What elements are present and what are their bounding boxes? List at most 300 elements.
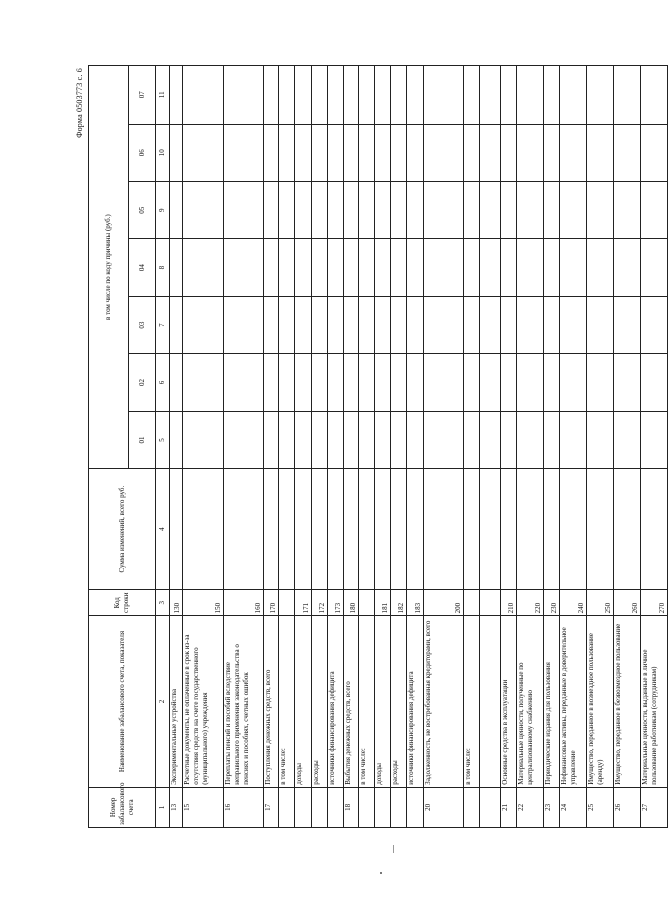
cause-amount-cell[interactable]	[613, 124, 640, 181]
cause-amount-cell[interactable]	[358, 66, 374, 125]
cause-amount-cell[interactable]	[169, 182, 182, 239]
table-row	[264, 66, 279, 828]
indicator-name-cell: расходы	[311, 616, 327, 787]
cause-amount-cell[interactable]	[480, 354, 500, 411]
cause-amount-cell[interactable]	[464, 182, 480, 239]
cause-amount-cell[interactable]	[391, 239, 407, 296]
cause-amount-cell[interactable]	[407, 124, 423, 181]
cause-amount-cell[interactable]	[327, 296, 343, 353]
table-row	[358, 66, 374, 828]
cause-amount-cell[interactable]	[480, 239, 500, 296]
cause-amount-cell[interactable]	[500, 411, 516, 468]
cause-amount-cell[interactable]	[327, 354, 343, 411]
cause-amount-cell[interactable]	[344, 66, 359, 125]
row-code-cell: 150	[183, 590, 223, 616]
cause-amount-cell[interactable]	[375, 411, 391, 468]
total-amount-cell[interactable]	[407, 469, 423, 590]
cause-amount-cell[interactable]	[559, 239, 586, 296]
total-amount-cell[interactable]	[295, 469, 311, 590]
cause-amount-cell[interactable]	[464, 296, 480, 353]
cause-amount-cell[interactable]	[169, 296, 182, 353]
table-row	[279, 66, 295, 828]
header-name: Наименование забалансового счета, показателя	[89, 616, 156, 787]
table-row	[344, 66, 359, 828]
indicator-name-cell: Материальные ценности, полученные по централизованному снабжению	[516, 616, 543, 787]
cause-amount-cell[interactable]	[375, 182, 391, 239]
indicator-name-cell: Имущество, переданное в безвозмездное пользование	[613, 616, 640, 787]
column-number: 10	[156, 124, 169, 181]
cause-amount-cell[interactable]	[169, 411, 182, 468]
cause-amount-cell[interactable]	[464, 354, 480, 411]
table-row	[169, 66, 182, 828]
row-code-cell	[480, 590, 500, 616]
cause-amount-cell[interactable]	[407, 296, 423, 353]
row-code-cell: 170	[264, 590, 279, 616]
row-code-cell: 130	[169, 590, 182, 616]
cause-amount-cell[interactable]	[344, 124, 359, 181]
cause-amount-cell[interactable]	[423, 124, 463, 181]
cause-amount-cell[interactable]	[344, 182, 359, 239]
total-amount-cell[interactable]	[391, 469, 407, 590]
cause-amount-cell[interactable]	[327, 124, 343, 181]
cause-amount-cell[interactable]	[344, 239, 359, 296]
table-row	[311, 66, 327, 828]
total-amount-cell[interactable]	[169, 469, 182, 590]
cause-amount-cell[interactable]	[407, 411, 423, 468]
indicator-name-cell: доходы	[295, 616, 311, 787]
header-row-1	[89, 66, 129, 828]
cause-amount-cell[interactable]	[344, 296, 359, 353]
header-cause: 03	[129, 296, 156, 353]
table-row	[559, 66, 586, 828]
cause-amount-cell[interactable]	[375, 354, 391, 411]
cause-amount-cell[interactable]	[183, 296, 223, 353]
row-code-cell: 200	[423, 590, 463, 616]
cause-amount-cell[interactable]	[279, 124, 295, 181]
indicator-name-cell: Выбытия денежных средств, всего	[344, 616, 359, 787]
account-number-cell	[358, 787, 374, 827]
cause-amount-cell[interactable]	[480, 124, 500, 181]
row-code-cell	[358, 590, 374, 616]
cause-amount-cell[interactable]	[264, 239, 279, 296]
cause-amount-cell[interactable]	[223, 296, 263, 353]
cause-amount-cell[interactable]	[169, 239, 182, 296]
indicator-name-cell: Периодические издания для пользования	[543, 616, 559, 787]
total-amount-cell[interactable]	[640, 469, 667, 590]
cause-amount-cell[interactable]	[311, 354, 327, 411]
account-number-cell: 22	[516, 787, 543, 827]
column-number: 2	[156, 616, 169, 787]
column-number: 1	[156, 787, 169, 827]
cause-amount-cell[interactable]	[559, 411, 586, 468]
indicator-name-cell: доходы	[375, 616, 391, 787]
cause-amount-cell[interactable]	[640, 296, 667, 353]
cause-amount-cell[interactable]	[500, 354, 516, 411]
cause-amount-cell[interactable]	[279, 239, 295, 296]
cause-amount-cell[interactable]	[464, 124, 480, 181]
column-number: 4	[156, 469, 169, 590]
cause-amount-cell[interactable]	[423, 182, 463, 239]
cause-amount-cell[interactable]	[613, 182, 640, 239]
cause-amount-cell[interactable]	[279, 354, 295, 411]
cause-amount-cell[interactable]	[358, 411, 374, 468]
table-row	[613, 66, 640, 828]
total-amount-cell[interactable]	[183, 469, 223, 590]
account-number-cell	[295, 787, 311, 827]
account-number-cell: 24	[559, 787, 586, 827]
cause-amount-cell[interactable]	[311, 124, 327, 181]
total-amount-cell[interactable]	[327, 469, 343, 590]
column-number: 5	[156, 411, 169, 468]
total-amount-cell[interactable]	[279, 469, 295, 590]
cause-amount-cell[interactable]	[423, 354, 463, 411]
cause-amount-cell[interactable]	[311, 411, 327, 468]
cause-amount-cell[interactable]	[516, 354, 543, 411]
cause-amount-cell[interactable]	[391, 354, 407, 411]
account-number-cell	[391, 787, 407, 827]
cause-amount-cell[interactable]	[223, 124, 263, 181]
header-cause: 02	[129, 354, 156, 411]
cause-amount-cell[interactable]	[183, 354, 223, 411]
table-row	[223, 66, 263, 828]
indicator-name-cell	[480, 616, 500, 787]
cause-amount-cell[interactable]	[543, 66, 559, 125]
cause-amount-cell[interactable]	[344, 411, 359, 468]
cause-amount-cell[interactable]	[543, 296, 559, 353]
account-number-cell	[279, 787, 295, 827]
cause-amount-cell[interactable]	[295, 182, 311, 239]
row-code-cell: 173	[327, 590, 343, 616]
cause-amount-cell[interactable]	[586, 296, 613, 353]
cause-amount-cell[interactable]	[543, 124, 559, 181]
cause-amount-cell[interactable]	[264, 124, 279, 181]
cause-amount-cell[interactable]	[183, 182, 223, 239]
cause-amount-cell[interactable]	[559, 124, 586, 181]
cause-amount-cell[interactable]	[391, 182, 407, 239]
account-number-cell	[480, 787, 500, 827]
cause-amount-cell[interactable]	[264, 411, 279, 468]
account-number-cell: 21	[500, 787, 516, 827]
cause-amount-cell[interactable]	[480, 411, 500, 468]
cause-amount-cell[interactable]	[295, 66, 311, 125]
cause-amount-cell[interactable]	[500, 239, 516, 296]
cause-amount-cell[interactable]	[480, 296, 500, 353]
indicator-name-cell: источники финансирования дефицита	[327, 616, 343, 787]
table-row	[500, 66, 516, 828]
table-row	[586, 66, 613, 828]
cause-amount-cell[interactable]	[295, 239, 311, 296]
cause-amount-cell[interactable]	[358, 124, 374, 181]
cause-amount-cell[interactable]	[279, 182, 295, 239]
table-body	[89, 66, 668, 828]
cause-amount-cell[interactable]	[516, 66, 543, 125]
indicator-name-cell: Имущество, переданное в возмездное пользование (аренду)	[586, 616, 613, 787]
row-code-cell: 183	[407, 590, 423, 616]
header-total: Сумма изменений, всего руб.	[89, 469, 156, 590]
cause-amount-cell[interactable]	[586, 354, 613, 411]
cause-amount-cell[interactable]	[327, 239, 343, 296]
cause-amount-cell[interactable]	[480, 182, 500, 239]
row-code-cell: 181	[375, 590, 391, 616]
row-code-cell: 250	[586, 590, 613, 616]
header-cause-group: в том числе по коду причины (руб.)	[89, 66, 129, 469]
total-amount-cell[interactable]	[375, 469, 391, 590]
header-cause: 01	[129, 411, 156, 468]
cause-amount-cell[interactable]	[516, 182, 543, 239]
cause-amount-cell[interactable]	[358, 239, 374, 296]
header-cause: 06	[129, 124, 156, 181]
cause-amount-cell[interactable]	[223, 411, 263, 468]
column-number: 11	[156, 66, 169, 125]
account-number-cell: 16	[223, 787, 263, 827]
cause-amount-cell[interactable]	[640, 124, 667, 181]
cause-amount-cell[interactable]	[279, 296, 295, 353]
cause-amount-cell[interactable]	[279, 411, 295, 468]
cause-amount-cell[interactable]	[586, 239, 613, 296]
cause-amount-cell[interactable]	[264, 182, 279, 239]
cause-amount-cell[interactable]	[559, 182, 586, 239]
cause-amount-cell[interactable]	[295, 411, 311, 468]
cause-amount-cell[interactable]	[586, 66, 613, 125]
cause-amount-cell[interactable]	[295, 296, 311, 353]
cause-amount-cell[interactable]	[223, 354, 263, 411]
cause-amount-cell[interactable]	[516, 296, 543, 353]
indicator-name-cell: Расчетные документы, не оплаченные в срок из-за отсутствия средств на счете государственного (муниципального) учреждения	[183, 616, 223, 787]
total-amount-cell[interactable]	[344, 469, 359, 590]
cause-amount-cell[interactable]	[344, 354, 359, 411]
cause-amount-cell[interactable]	[264, 354, 279, 411]
cause-amount-cell[interactable]	[358, 296, 374, 353]
column-number-row	[156, 66, 169, 828]
cause-amount-cell[interactable]	[464, 239, 480, 296]
indicator-name-cell: источники финансирования дефицита	[407, 616, 423, 787]
account-number-cell	[375, 787, 391, 827]
column-number: 6	[156, 354, 169, 411]
cause-amount-cell[interactable]	[391, 66, 407, 125]
account-number-cell	[327, 787, 343, 827]
total-amount-cell[interactable]	[464, 469, 480, 590]
table-row	[407, 66, 423, 828]
total-amount-cell[interactable]	[500, 469, 516, 590]
total-amount-cell[interactable]	[559, 469, 586, 590]
indicator-name-cell: Основные средства в эксплуатации	[500, 616, 516, 787]
cause-amount-cell[interactable]	[613, 296, 640, 353]
total-amount-cell[interactable]	[613, 469, 640, 590]
cause-amount-cell[interactable]	[613, 66, 640, 125]
table-row	[183, 66, 223, 828]
row-code-cell	[464, 590, 480, 616]
total-amount-cell[interactable]	[423, 469, 463, 590]
indicator-name-cell: Поступления денежных средств, всего	[264, 616, 279, 787]
cause-amount-cell[interactable]	[169, 354, 182, 411]
total-amount-cell[interactable]	[516, 469, 543, 590]
table-row	[516, 66, 543, 828]
row-code-cell: 160	[223, 590, 263, 616]
cause-amount-cell[interactable]	[423, 239, 463, 296]
table-row	[640, 66, 667, 828]
cause-amount-cell[interactable]	[183, 411, 223, 468]
account-number-cell: 18	[344, 787, 359, 827]
total-amount-cell[interactable]	[586, 469, 613, 590]
account-number-cell	[407, 787, 423, 827]
indicator-name-cell: в том числе:	[358, 616, 374, 787]
indicator-name-cell: Экспериментальные устройства	[169, 616, 182, 787]
row-code-cell: 171	[295, 590, 311, 616]
cause-amount-cell[interactable]	[516, 411, 543, 468]
account-number-cell: 20	[423, 787, 463, 827]
header-cause: 05	[129, 182, 156, 239]
cause-amount-cell[interactable]	[559, 296, 586, 353]
indicator-name-cell: Нефинансовые активы, переданные в доверительное управление	[559, 616, 586, 787]
cause-amount-cell[interactable]	[480, 66, 500, 125]
table-row	[391, 66, 407, 828]
cause-amount-cell[interactable]	[543, 411, 559, 468]
table-row	[464, 66, 480, 828]
cause-amount-cell[interactable]	[279, 66, 295, 125]
cause-amount-cell[interactable]	[586, 411, 613, 468]
form-reference: Форма 0503773 с. 6	[75, 68, 84, 138]
cause-amount-cell[interactable]	[391, 124, 407, 181]
cause-amount-cell[interactable]	[375, 239, 391, 296]
cause-amount-cell[interactable]	[464, 411, 480, 468]
cause-amount-cell[interactable]	[295, 124, 311, 181]
cause-amount-cell[interactable]	[640, 354, 667, 411]
cause-amount-cell[interactable]	[500, 66, 516, 125]
column-number: 7	[156, 296, 169, 353]
table-row	[327, 66, 343, 828]
scan-mark	[393, 845, 394, 853]
row-code-cell: 210	[500, 590, 516, 616]
indicator-name-cell: Материальные ценности, выданные в личное пользование работникам (сотрудникам)	[640, 616, 667, 787]
cause-amount-cell[interactable]	[183, 239, 223, 296]
cause-amount-cell[interactable]	[169, 66, 182, 125]
indicator-name-cell: расходы	[391, 616, 407, 787]
account-number-cell	[464, 787, 480, 827]
cause-amount-cell[interactable]	[375, 66, 391, 125]
account-number-cell: 27	[640, 787, 667, 827]
cause-amount-cell[interactable]	[375, 296, 391, 353]
account-number-cell: 17	[264, 787, 279, 827]
rotated-form-page	[72, 62, 672, 834]
account-number-cell: 26	[613, 787, 640, 827]
indicator-name-cell: Задолженность, не востребованная кредиторами, всего	[423, 616, 463, 787]
cause-amount-cell[interactable]	[183, 124, 223, 181]
cause-amount-cell[interactable]	[543, 354, 559, 411]
cause-amount-cell[interactable]	[311, 66, 327, 125]
cause-amount-cell[interactable]	[500, 296, 516, 353]
account-number-cell: 23	[543, 787, 559, 827]
cause-amount-cell[interactable]	[407, 354, 423, 411]
cause-amount-cell[interactable]	[407, 239, 423, 296]
cause-amount-cell[interactable]	[391, 296, 407, 353]
cause-amount-cell[interactable]	[375, 124, 391, 181]
indicator-name-cell: в том числе:	[464, 616, 480, 787]
cause-amount-cell[interactable]	[264, 296, 279, 353]
cause-amount-cell[interactable]	[407, 182, 423, 239]
row-code-cell: 260	[613, 590, 640, 616]
table-row	[375, 66, 391, 828]
cause-amount-cell[interactable]	[613, 411, 640, 468]
account-number-cell	[311, 787, 327, 827]
cause-amount-cell[interactable]	[640, 182, 667, 239]
table-row	[543, 66, 559, 828]
column-number: 8	[156, 239, 169, 296]
cause-amount-cell[interactable]	[423, 411, 463, 468]
cause-amount-cell[interactable]	[640, 239, 667, 296]
cause-amount-cell[interactable]	[264, 66, 279, 125]
cause-amount-cell[interactable]	[586, 124, 613, 181]
cause-amount-cell[interactable]	[391, 411, 407, 468]
cause-amount-cell[interactable]	[640, 411, 667, 468]
cause-amount-cell[interactable]	[327, 411, 343, 468]
cause-amount-cell[interactable]	[311, 239, 327, 296]
cause-amount-cell[interactable]	[327, 182, 343, 239]
row-code-cell: 180	[344, 590, 359, 616]
total-amount-cell[interactable]	[311, 469, 327, 590]
indicator-name-cell: в том числе:	[279, 616, 295, 787]
cause-amount-cell[interactable]	[223, 182, 263, 239]
column-number: 3	[156, 590, 169, 616]
cause-amount-cell[interactable]	[423, 66, 463, 125]
row-code-cell: 172	[311, 590, 327, 616]
cause-amount-cell[interactable]	[223, 66, 263, 125]
cause-amount-cell[interactable]	[640, 66, 667, 125]
cause-amount-cell[interactable]	[559, 66, 586, 125]
cause-amount-cell[interactable]	[358, 182, 374, 239]
cause-amount-cell[interactable]	[295, 354, 311, 411]
cause-amount-cell[interactable]	[559, 354, 586, 411]
total-amount-cell[interactable]	[358, 469, 374, 590]
row-code-cell: 220	[516, 590, 543, 616]
row-code-cell: 240	[559, 590, 586, 616]
cause-amount-cell[interactable]	[311, 182, 327, 239]
cause-amount-cell[interactable]	[169, 124, 182, 181]
cause-amount-cell[interactable]	[311, 296, 327, 353]
indicator-name-cell: Переплаты пенсий и пособий вследствие неправильного применения законодательства о пенсиях и пособиях, счетных ошибок	[223, 616, 263, 787]
account-number-cell: 13	[169, 787, 182, 827]
cause-amount-cell[interactable]	[500, 124, 516, 181]
scan-dot	[380, 872, 382, 874]
total-amount-cell[interactable]	[543, 469, 559, 590]
cause-amount-cell[interactable]	[586, 182, 613, 239]
column-number: 9	[156, 182, 169, 239]
cause-amount-cell[interactable]	[516, 239, 543, 296]
cause-amount-cell[interactable]	[183, 66, 223, 125]
cause-amount-cell[interactable]	[423, 296, 463, 353]
header-cause: 04	[129, 239, 156, 296]
row-code-cell	[279, 590, 295, 616]
cause-amount-cell[interactable]	[358, 354, 374, 411]
cause-amount-cell[interactable]	[500, 182, 516, 239]
total-amount-cell[interactable]	[480, 469, 500, 590]
cause-amount-cell[interactable]	[543, 182, 559, 239]
row-code-cell: 182	[391, 590, 407, 616]
row-code-cell: 230	[543, 590, 559, 616]
changes-table	[88, 65, 668, 828]
cause-amount-cell[interactable]	[407, 66, 423, 125]
cause-amount-cell[interactable]	[613, 239, 640, 296]
cause-amount-cell[interactable]	[327, 66, 343, 125]
total-amount-cell[interactable]	[264, 469, 279, 590]
total-amount-cell[interactable]	[223, 469, 263, 590]
cause-amount-cell[interactable]	[613, 354, 640, 411]
cause-amount-cell[interactable]	[223, 239, 263, 296]
cause-amount-cell[interactable]	[464, 66, 480, 125]
cause-amount-cell[interactable]	[516, 124, 543, 181]
header-account: Номер забалансового счета	[89, 787, 156, 827]
cause-amount-cell[interactable]	[543, 239, 559, 296]
row-code-cell: 270	[640, 590, 667, 616]
